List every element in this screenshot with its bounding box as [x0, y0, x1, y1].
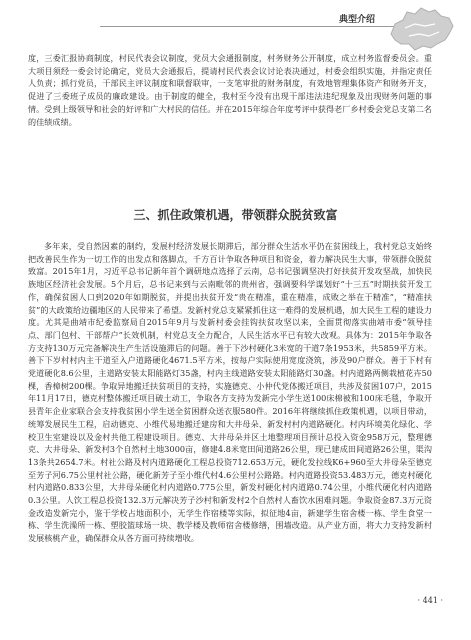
page-header: [0, 0, 471, 30]
paragraph-intro: 度，三委汇报协商制度，村民代表会议制度，党员大会通报制度，村务财务公开制度，成立村务监督委员会。重大项目须经一委会讨论确定，党员大会通报后，提请村民代表会议讨论表决通过，村委会组织实施，并指定责任人负责；抓行党员，干部民主评议制度和联督联审，一支笔审批的财务制度，有效地管理集体资产和财务开支，促进了三委班子成员的廉政建设。由于制度的健全，我村至今没有出现干部违法违纪现象及出现财务问题的事情。受到上级领导和社会的好评和广大村民的信任。并在2015年综合年度考评中获得老厂乡村委会党总支第二名的佳绩成绩。: [28, 53, 432, 127]
header-section-label: 典型介绍: [338, 15, 375, 25]
region-map-logo-icon: [385, 4, 457, 52]
section-title: 三、抓住政策机遇，带领群众脱贫致富: [133, 208, 338, 222]
paragraph-main: 多年来，受自然因素的制约，发展村经济发展长期滞后，部分群众生活水平仍在贫困线上，我村党总支始终把改善民生作为一切工作的出发点和落脚点，千方百计争取各种项目和资金，着力解决民生大事，带领群众脱贫致富。2015年1月，习近平总书记新年首个调研地点选择了云南，总书记强调坚决打好扶贫开发攻坚战，加快民族地区经济社会发展。5个月后，总书记来到与云南毗邻的贵州省，强调要科学谋划好“十三五”时期扶贫开发工作，确保贫困人口到2020年如期脱贫，并提出扶贫开发“贵在精准，重在精准，成败之举在于精准”，“精准扶贫”的大政策给边疆地区的人民带来了希望。发新村党总支紧紧抓住这一难得的发展机遇，加大民生工程的建设力度。尤其是曲靖市纪委监察局自2015年9月与发新村委会挂钩扶贫攻坚以来，全面贯彻落实曲靖市委“领导挂点、部门包村、干部帮户”长效机制，村党总支全力配合，人民生活水平已有较大改观。具体为：2015年争取各方支持130万元完备解决生产生活设施滞后的问题。善于下沙村硬化3米宽的干道7条1953米，共5859平方米。善下下岁村村内主干道至入户道路硬化4671.5平方米，按每户实际使用宽度浇筑，涉及90户群众。善于下村有党道硬化8.6公里，主道路安装太阳能路灯35盏，村内主线道路安装太阳能路灯30盏。村内道路两侧栽植花卉50棵，香樟树200棵。争取异地搬迁扶贫项目的支持，实施德克、小仲代党体搬迁项目，共涉及贫困107户，2015年11月17日，德克村整体搬迁项目破土动工，争取各方支持为发新完小学生送100床棉被和100床毛毯，争取开县青年企业家联合会支持我贫困小学生送全贫困群众送衣服580件。2016年将继续抓住政策机遇，以项目带动，统筹发展民生工程，启动德克、小维代易地搬迁建房和大井母朵、新发村村内道路硬化。村内环境美化绿化、学校卫生室建设以及金村共他工程建设项目。德克、大井母朵并区土地整理项目预计总投入资金958万元，整理德克、大井母朵、新发村3个自然村土地3000亩，修建4.8米宽田间道路26公里，现已建成田间道路26公里，渠沟13条共2654.7米。村社公路及村内道路硬化工程总投资712.653万元，硬化发拉线K6+960至大井母朵至德克至芳子河6.75公里村社公路，硬化新芳子至小维代村4.6公里村公路路。村内道路投资53.483万元，德克村硬化村内道路0.833公里，大井母朵硬化村内道路0.775公里，新发村硬化村内道路0.74公里，小维代硬化村内道路0.3公里。人饮工程总投资132.3万元解决芳子沙村和新发村2个自然村人畜饮水困难问题。争取资金87.3万元资金改造发新完小，鉴于学校占地面积小，无学生作宿楼等实际，拟征地4亩，新建学生宿舍楼一栋、学生食堂一栋、学生洗澡所一栋、塑胶篮球场一块、教学楼及教师宿舍楼修缮，围墙改造。从产业方面，将大力支持发新村发展核桃产业，确保群众从各方面可持续增收。: [28, 241, 432, 544]
page-number: · 441 ·: [417, 596, 443, 605]
